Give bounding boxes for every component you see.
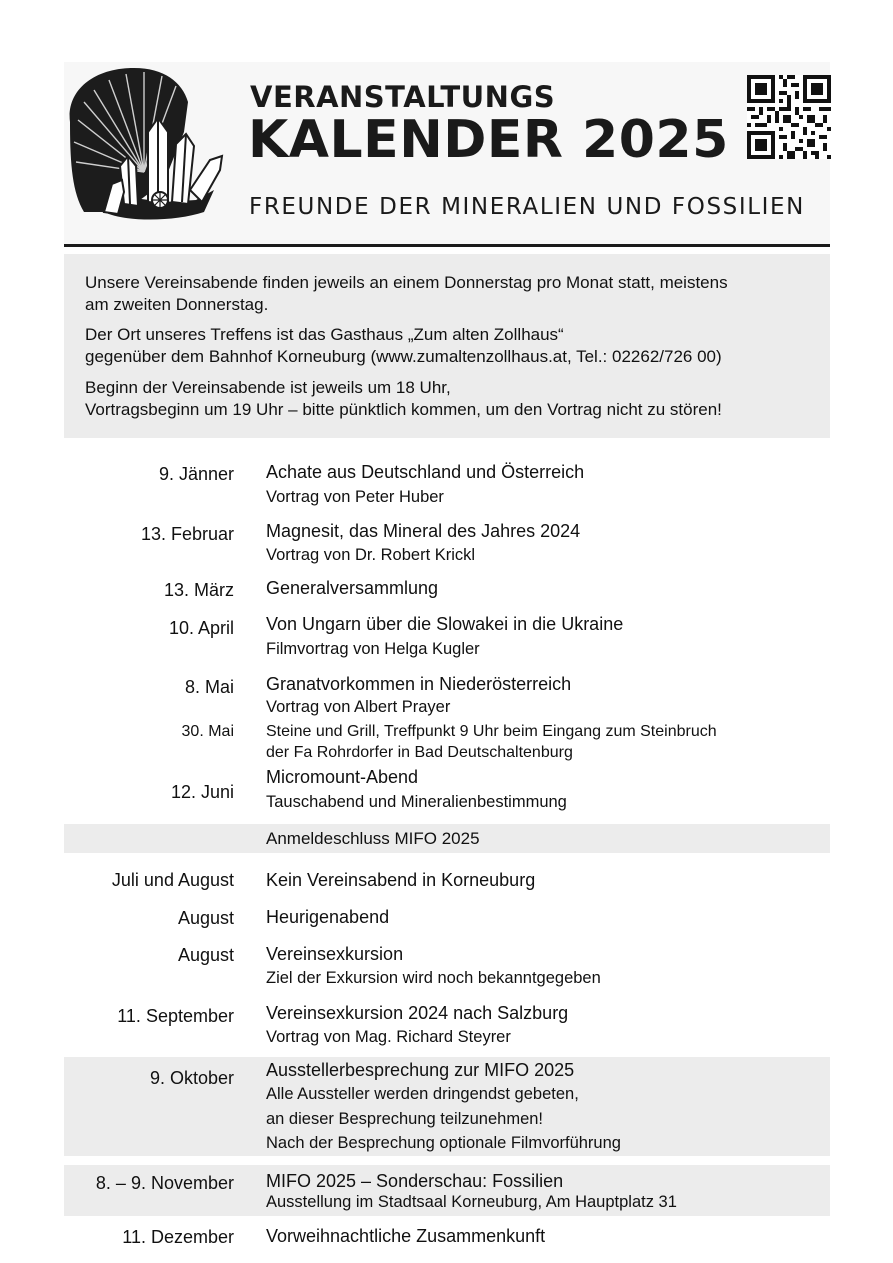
intro-box: [64, 254, 830, 438]
header-banner: [64, 62, 830, 246]
event-title: Vereinsexkursion 2024 nach Salzburg: [266, 1003, 569, 1023]
calendar-title-line1: VERANSTALTUNGS: [250, 80, 556, 114]
intro-text: Unsere Vereinsabende finden jeweils an einem Donnerstag pro Monat statt, meistens: [85, 273, 728, 292]
intro-text: Beginn der Vereinsabende ist jeweils um 18 Uhr,: [85, 378, 451, 397]
event-date: 30. Mai: [181, 723, 234, 740]
event-title: Heurigenabend: [266, 907, 390, 927]
event-title: Magnesit, das Mineral des Jahres 2024: [266, 521, 581, 541]
calendar-title-line2: KALENDER 2025: [248, 110, 729, 170]
event-detail: Vortrag von Albert Prayer: [266, 698, 451, 716]
event-title: Achate aus Deutschland und Österreich: [266, 462, 585, 482]
event-detail: Vortrag von Dr. Robert Krickl: [266, 546, 476, 564]
event-title: Kein Vereinsabend in Korneuburg: [266, 870, 536, 890]
event-title: Von Ungarn über die Slowakei in die Ukraine: [266, 614, 624, 634]
event-date: August: [177, 908, 234, 928]
event-title: Granatvorkommen in Niederösterreich: [266, 674, 572, 694]
intro-text: am zweiten Donnerstag.: [85, 295, 269, 314]
event-title: Vereinsexkursion: [266, 944, 404, 964]
event-detail: Ziel der Exkursion wird noch bekanntgegeben: [266, 969, 601, 987]
event-date: 8. – 9. November: [95, 1173, 234, 1193]
event-title: Micromount-Abend: [266, 767, 419, 787]
event-date: August: [177, 945, 234, 965]
event-title: Ausstellerbesprechung zur MIFO 2025: [266, 1060, 575, 1080]
event-detail: an dieser Besprechung teilzunehmen!: [266, 1110, 544, 1128]
qr-code-icon[interactable]: [747, 75, 831, 159]
event-date: Juli und August: [111, 870, 234, 890]
intro-text: gegenüber dem Bahnhof Korneuburg (www.zumaltenzollhaus.at, Tel.: 02262/726 00): [85, 347, 722, 366]
event-date: 13. Februar: [140, 524, 234, 544]
event-detail: Vortrag von Mag. Richard Steyrer: [266, 1028, 511, 1046]
event-detail: Ausstellung im Stadtsaal Korneuburg, Am Hauptplatz 31: [266, 1193, 677, 1211]
event-date: 8. Mai: [184, 677, 234, 697]
crystal-logo-icon: [64, 62, 244, 246]
event-title: Anmeldeschluss MIFO 2025: [266, 829, 480, 848]
intro-text: Vortragsbeginn um 19 Uhr – bitte pünktlich kommen, um den Vortrag nicht zu stören!: [85, 400, 722, 419]
event-detail: der Fa Rohrdorfer in Bad Deutschaltenburg: [266, 744, 573, 761]
event-title: Steine und Grill, Treffpunkt 9 Uhr beim Eingang zum Steinbruch: [266, 723, 717, 740]
calendar-subtitle: FREUNDE DER MINERALIEN UND FOSSILIEN: [249, 194, 805, 220]
event-title: MIFO 2025 – Sonderschau: Fossilien: [266, 1171, 564, 1191]
event-title: Vorweihnachtliche Zusammenkunft: [266, 1226, 546, 1246]
event-date: 9. Jänner: [158, 464, 234, 484]
event-date: 13. März: [163, 580, 234, 600]
event-date: 12. Juni: [170, 782, 234, 802]
intro-text: Der Ort unseres Treffens ist das Gasthaus „Zum alten Zollhaus“: [85, 325, 564, 344]
event-detail: Alle Aussteller werden dringendst gebeten,: [266, 1085, 579, 1103]
event-detail: Nach der Besprechung optionale Filmvorführung: [266, 1134, 621, 1152]
event-date: 11. September: [117, 1006, 234, 1026]
event-date: 10. April: [168, 618, 234, 638]
event-detail: Vortrag von Peter Huber: [266, 488, 444, 506]
event-date: 9. Oktober: [149, 1068, 234, 1088]
event-title: Generalversammlung: [266, 578, 439, 598]
event-detail: Tauschabend und Mineralienbestimmung: [266, 793, 567, 811]
event-detail: Filmvortrag von Helga Kugler: [266, 640, 480, 658]
event-date: 11. Dezember: [122, 1227, 234, 1247]
header-divider: [64, 244, 830, 247]
